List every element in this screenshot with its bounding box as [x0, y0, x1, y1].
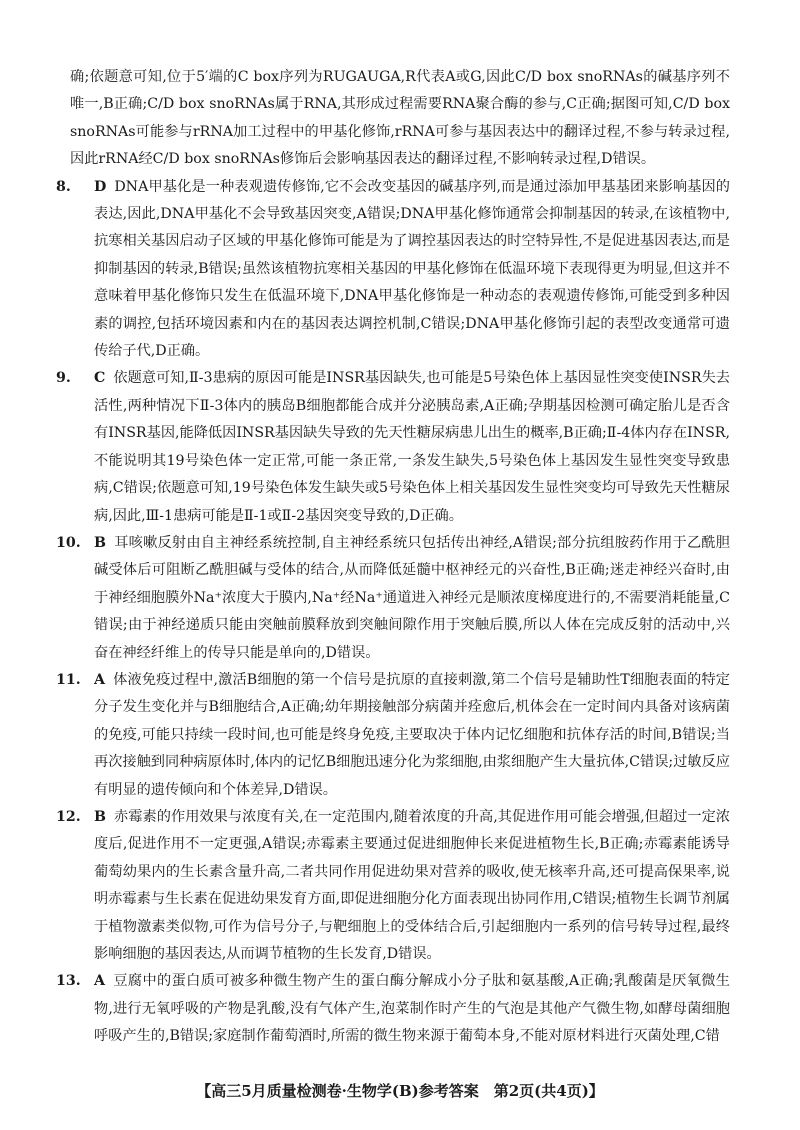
- question-10: [56, 530, 730, 667]
- question-explanation: 体液免疫过程中,激活B细胞的第一个信号是抗原的直接刺激,第二个信号是辅助性T细胞表面的特定分子发生变化并与B细胞结合,A正确;幼年期接触部分病菌并痊愈后,机体会在一定时间内具备对该病菌的免疫,可能只持续一段时间,也可能是终身免疫,主要取决于体内记忆细胞和抗体存活的时间,B错误;当再次接触到同种病原体时,体内的记忆B细胞迅速分化为浆细胞,由浆细胞产生大量抗体,C错误;过敏反应有明显的遗传倾向和个体差异,D错误。: [94, 671, 730, 798]
- question-number: 8.: [56, 178, 71, 195]
- question-explanation: 依题意可知,Ⅱ-3患病的原因可能是INSR基因缺失,也可能是5号染色体上基因显性突变使INSR失去活性,两种情况下Ⅱ-3体内的胰岛B细胞都能合成并分泌胰岛素,A正确;孕期基因检测可确定胎儿是否含有INSR基因,能降低因INSR基因缺失导致的先天性糖尿病患儿出生的概率,B正确;Ⅱ-4体内存在INSR,不能说明其19号染色体一定正常,可能一条正常,一条发生缺失,5号染色体上基因发生显性突变导致患病,C错误;依题意可知,19号染色体发生缺失或5号染色体上相关基因发生显性突变均可导致先天性糖尿病,因此,Ⅲ-1患病可能是Ⅱ-1或Ⅱ-2基因突变导致的,D正确。: [94, 370, 730, 524]
- question-11: [56, 667, 730, 804]
- question-explanation: 耳咳嗽反射由自主神经系统控制,自主神经系统只包括传出神经,A错误;部分抗组胺药作用于乙酰胆碱受体后可阻断乙酰胆碱与受体的结合,从而降低延髓中枢神经元的兴奋性,B正确;迷走神经兴奋时,由于神经细胞膜外Na⁺浓度大于膜内,Na⁺经Na⁺通道进入神经元是顺浓度梯度进行的,不需要消耗能量,C错误;由于神经递质只能由突触前膜释放到突触间隙作用于突触后膜,所以人体在完成反射的活动中,兴奋在神经纤维上的传导只能是单向的,D错误。: [94, 534, 730, 661]
- page-footer: 【高三5月质量检测卷·生物学(B)参考答案 第2页(共4页)】: [196, 1082, 604, 1100]
- question-number: 13.: [56, 973, 81, 990]
- question-explanation: 豆腐中的蛋白质可被多种微生物产生的蛋白酶分解成小分子肽和氨基酸,A正确;乳酸菌是厌氧微生物,进行无氧呼吸的产物是乳酸,没有气体产生,泡菜制作时产生的气泡是其他产气微生物,如酵母菌细胞呼吸产生的,B错误;家庭制作葡萄酒时,所需的微生物来源于葡萄本身,不能对原材料进行灭菌处理,C错: [94, 973, 730, 1045]
- question-number: 9.: [56, 370, 71, 387]
- question-13: [56, 968, 730, 1050]
- question-answer: A: [94, 973, 106, 990]
- question-12: [56, 804, 730, 968]
- question-number: 11.: [56, 671, 81, 688]
- question-8: [56, 174, 730, 366]
- question-answer: B: [94, 808, 106, 825]
- question-answer: A: [94, 671, 106, 688]
- question-explanation: 赤霉素的作用效果与浓度有关,在一定范围内,随着浓度的升高,其促进作用可能会增强,但超过一定浓度后,促进作用不一定更强,A错误;赤霉素主要通过促进细胞伸长来促进植物生长,B正确;赤霉素能诱导葡萄幼果内的生长素含量升高,二者共同作用促进幼果对营养的吸收,使无核率升高,还可提高保果率,说明赤霉素与生长素在促进幼果发育方面,即促进细胞分化方面表现出协同作用,C错误;植物生长调节剂属于植物激素类似物,可作为信号分子,与靶细胞上的受体结合后,引起细胞内一系列的信号转导过程,最终影响细胞的基因表达,从而调节植物的生长发育,D错误。: [94, 808, 730, 962]
- intro-paragraph: 确;依题意可知,位于5′端的C box序列为RUGAUGA,R代表A或G,因此C/D box snoRNAs的碱基序列不唯一,B正确;C/D box snoRNAs属于RNA,其形成过程需要RNA聚合酶的参与,C正确;据图可知,C/D box snoRNAs可能参与rRNA加工过程中的甲基化修饰,rRNA可参与基因表达中的翻译过程,不参与转录过程,因此rRNA经C/D box snoRNAs修饰后会影响基因表达的翻译过程,不影响转录过程,D错误。: [70, 69, 730, 168]
- question-9: [56, 365, 730, 529]
- question-answer: D: [94, 178, 107, 195]
- question-explanation: DNA甲基化是一种表观遗传修饰,它不会改变基因的碱基序列,而是通过添加甲基基团来影响基因的表达,因此,DNA甲基化不会导致基因突变,A错误;DNA甲基化修饰通常会抑制基因的转录,在该植物中,抗寒相关基因启动子区域的甲基化修饰可能是为了调控基因表达的时空特异性,不是促进基因表达,而是抑制基因的转录,B错误;虽然该植物抗寒相关基因的甲基化修饰在低温环境下表现得更为明显,但这并不意味着甲基化修饰只发生在低温环境下,DNA甲基化修饰是一种动态的表观遗传修饰,可能受到多种因素的调控,包括环境因素和内在的基因表达调控机制,C错误;DNA甲基化修饰引起的表型改变通常可遗传给子代,D正确。: [94, 178, 730, 360]
- question-number: 10.: [56, 534, 81, 551]
- question-answer: C: [94, 370, 106, 387]
- question-answer: B: [94, 534, 106, 551]
- question-number: 12.: [56, 808, 81, 825]
